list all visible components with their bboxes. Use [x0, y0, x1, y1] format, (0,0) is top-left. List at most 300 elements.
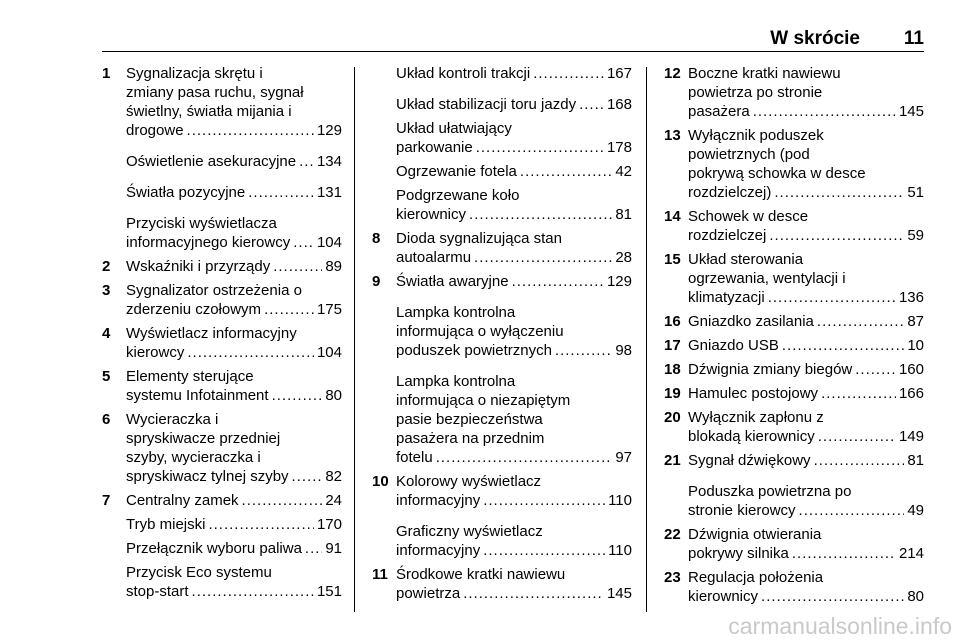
entry-last-line — [396, 138, 632, 157]
entry-number — [102, 563, 126, 601]
entry-text-line: ogrzewania, wentylacji i — [688, 270, 846, 287]
entry-label: blokadą kierownicy — [688, 428, 815, 445]
entry-last-line — [126, 183, 342, 202]
entry-label: Ogrzewanie fotela — [396, 163, 517, 180]
entry-page-ref: 59 — [907, 227, 924, 244]
entry-text-line: Wyświetlacz informacyjny — [126, 325, 297, 342]
index-entry — [102, 367, 342, 405]
entry-body — [396, 64, 632, 83]
index-entry — [372, 119, 632, 157]
entry-text-line: świetlny, światła mijania i — [126, 103, 292, 120]
index-entry — [664, 525, 924, 563]
index-entry — [102, 410, 342, 486]
entry-label: fotelu — [396, 449, 433, 466]
dot-leader — [293, 233, 314, 252]
entry-number: 3 — [102, 282, 111, 299]
entry-body — [126, 515, 342, 534]
entry-page-ref: 136 — [898, 289, 924, 306]
entry-text-line: Układ ułatwiający — [396, 120, 512, 137]
entry-number: 14 — [664, 208, 681, 225]
entry-text-line: pokrywą schowka w desce — [688, 165, 866, 182]
entry-last-line — [688, 336, 924, 355]
entry-text-line: powietrznych (pod — [688, 146, 810, 163]
dot-leader — [463, 584, 604, 603]
entry-page-ref: 178 — [606, 139, 632, 156]
entry-last-line — [688, 384, 924, 403]
entry-label: Tryb miejski — [126, 516, 206, 533]
entry-label: kierowcy — [126, 344, 185, 361]
entry-number: 1 — [102, 65, 111, 82]
dot-leader — [768, 288, 896, 307]
index-entry — [102, 152, 342, 171]
entry-body — [688, 384, 924, 403]
entry-page-ref: 91 — [325, 540, 342, 557]
entry-text-line: Wycieraczka i — [126, 411, 219, 428]
index-entry — [102, 563, 342, 601]
entry-label: Światła pozycyjne — [126, 184, 246, 201]
entry-label: Wskaźniki i przyrządy — [126, 258, 271, 275]
entry-text-line: Boczne kratki nawiewu — [688, 65, 841, 82]
entry-last-line — [688, 288, 924, 307]
entry-label: stop-start — [126, 583, 189, 600]
dot-leader — [855, 360, 896, 379]
entry-label: informacyjnego kierowcy — [126, 234, 291, 251]
entry-page-ref: 104 — [316, 234, 342, 251]
dot-leader — [792, 544, 896, 563]
entry-body — [396, 186, 632, 224]
entry-number: 12 — [664, 65, 681, 82]
entry-body — [396, 95, 632, 114]
entry-text-line: Podgrzewane koło — [396, 187, 520, 204]
entry-last-line — [688, 427, 924, 446]
index-entry — [664, 384, 924, 403]
entry-page-ref: 168 — [606, 96, 632, 113]
entry-last-line — [688, 451, 924, 470]
entry-number: 13 — [664, 127, 681, 144]
entry-body — [396, 162, 632, 181]
dot-leader — [817, 312, 904, 331]
index-entry — [664, 207, 924, 245]
index-entry — [102, 214, 342, 252]
entry-number: 17 — [664, 337, 681, 354]
entry-number: 10 — [372, 473, 389, 490]
entry-last-line — [126, 343, 342, 362]
entry-text-line: Układ sterowania — [688, 251, 804, 268]
entry-body — [688, 250, 924, 307]
entry-body — [688, 312, 924, 331]
entry-page-ref: 167 — [606, 65, 632, 82]
entry-label: Układ kontroli trakcji — [396, 65, 531, 82]
entry-body — [126, 324, 342, 362]
entry-page-ref: 149 — [898, 428, 924, 445]
entry-body — [126, 214, 342, 252]
entry-page-ref: 104 — [316, 344, 342, 361]
entry-text-line: informująca o niezapiętym — [396, 392, 571, 409]
entry-label: rozdzielczej) — [688, 184, 772, 201]
entry-text-line: Sygnalizacja skrętu i — [126, 65, 263, 82]
entry-number — [102, 214, 126, 252]
entry-body — [688, 64, 924, 121]
entry-number: 2 — [102, 258, 111, 275]
entry-page-ref: 175 — [316, 301, 342, 318]
dot-leader — [192, 582, 314, 601]
index-entry — [664, 126, 924, 202]
dot-leader — [187, 121, 314, 140]
entry-page-ref: 145 — [898, 103, 924, 120]
entry-label: kierownicy — [396, 206, 467, 223]
entry-body — [126, 539, 342, 558]
entry-text-line: Dioda sygnalizująca stan — [396, 230, 562, 247]
entry-last-line — [126, 121, 342, 140]
entry-label: rozdzielczej — [688, 227, 767, 244]
entry-number — [372, 119, 396, 157]
entry-last-line — [396, 64, 632, 83]
entry-body — [396, 229, 632, 267]
entry-text-line: Lampka kontrolna — [396, 304, 516, 321]
entry-label: Oświetlenie asekuracyjne — [126, 153, 297, 170]
entry-last-line — [688, 183, 924, 202]
entry-number — [372, 64, 396, 83]
entry-page-ref: 145 — [606, 585, 632, 602]
entry-number: 20 — [664, 409, 681, 426]
entry-number: 19 — [664, 385, 681, 402]
index-entry — [664, 336, 924, 355]
dot-leader — [799, 501, 905, 520]
entry-body — [126, 563, 342, 601]
entry-number — [372, 186, 396, 224]
entry-last-line — [688, 102, 924, 121]
dot-leader — [273, 257, 322, 276]
index-entry — [102, 64, 342, 140]
entry-body — [126, 367, 342, 405]
dot-leader — [187, 343, 314, 362]
entry-body — [396, 472, 632, 510]
entry-page-ref: 134 — [316, 153, 342, 170]
entry-body — [688, 482, 924, 520]
entry-last-line — [688, 312, 924, 331]
entry-text-line: Środkowe kratki nawiewu — [396, 566, 566, 583]
entry-page-ref: 81 — [907, 452, 924, 469]
index-column-2 — [372, 64, 632, 608]
entry-text-line: Regulacja położenia — [688, 569, 824, 586]
entry-text-line: powietrza po stronie — [688, 84, 823, 101]
index-column-1 — [102, 64, 342, 606]
entry-text-line: pasażera na przednim — [396, 430, 545, 447]
entry-number — [372, 162, 396, 181]
entry-page-ref: 110 — [608, 542, 632, 559]
entry-number: 11 — [372, 566, 388, 583]
entry-label: zderzeniu czołowym — [126, 301, 262, 318]
entry-page-ref: 87 — [907, 313, 924, 330]
entry-label: stronie kierowcy — [688, 502, 796, 519]
entry-body — [126, 281, 342, 319]
entry-page-ref: 81 — [615, 206, 632, 223]
entry-last-line — [688, 226, 924, 245]
index-entry — [664, 451, 924, 470]
entry-body — [126, 183, 342, 202]
entry-label: pokrywy silnika — [688, 545, 789, 562]
entry-last-line — [396, 95, 632, 114]
entry-last-line — [126, 152, 342, 171]
index-entry — [102, 257, 342, 276]
dot-leader — [469, 205, 612, 224]
dot-leader — [579, 95, 604, 114]
entry-number — [664, 482, 688, 520]
entry-page-ref: 151 — [316, 583, 342, 600]
entry-page-ref: 97 — [615, 449, 632, 466]
entry-last-line — [396, 491, 632, 510]
dot-leader — [814, 451, 905, 470]
dot-leader — [774, 183, 904, 202]
entry-text-line: Graficzny wyświetlacz — [396, 523, 543, 540]
entry-text-line: zmiany pasa ruchu, sygnał — [126, 84, 304, 101]
index-entry — [372, 472, 632, 510]
index-entry — [664, 568, 924, 606]
entry-text-line: Przyciski wyświetlacza — [126, 215, 277, 232]
entry-text-line: pasie bezpieczeństwa — [396, 411, 543, 428]
page-header — [102, 22, 924, 52]
entry-last-line — [396, 248, 632, 267]
entry-body — [126, 410, 342, 486]
entry-page-ref: 80 — [325, 387, 342, 404]
index-entry — [664, 312, 924, 331]
entry-number — [372, 303, 396, 360]
entry-body — [126, 491, 342, 510]
entry-body — [396, 522, 632, 560]
index-entry — [372, 272, 632, 291]
entry-text-line: Kolorowy wyświetlacz — [396, 473, 542, 490]
entry-number: 4 — [102, 325, 111, 342]
entry-page-ref: 42 — [615, 163, 632, 180]
entry-page-ref: 28 — [615, 249, 632, 266]
entry-label: informacyjny — [396, 492, 481, 509]
entry-last-line — [396, 584, 632, 603]
entry-label: Hamulec postojowy — [688, 385, 819, 402]
entry-page-ref: 131 — [316, 184, 342, 201]
dot-leader — [272, 386, 323, 405]
entry-text-line: Dźwignia otwierania — [688, 526, 822, 543]
entry-text-line: Lampka kontrolna — [396, 373, 516, 390]
entry-label: parkowanie — [396, 139, 473, 156]
index-entry — [664, 64, 924, 121]
entry-body — [126, 257, 342, 276]
dot-leader — [208, 515, 314, 534]
entry-last-line — [396, 341, 632, 360]
index-entry — [372, 522, 632, 560]
entry-label: Centralny zamek — [126, 492, 239, 509]
entry-text-line: Poduszka powietrzna po — [688, 483, 852, 500]
entry-body — [688, 451, 924, 470]
entry-number: 23 — [664, 569, 681, 586]
dot-leader — [769, 226, 904, 245]
entry-body — [126, 152, 342, 171]
entry-last-line — [126, 582, 342, 601]
entry-page-ref: 129 — [606, 273, 632, 290]
entry-last-line — [126, 467, 342, 486]
index-entry — [102, 515, 342, 534]
entry-label: klimatyzacji — [688, 289, 765, 306]
entry-number — [102, 539, 126, 558]
index-entry — [372, 95, 632, 114]
entry-number: 7 — [102, 492, 111, 509]
dot-leader — [248, 183, 314, 202]
entry-page-ref: 24 — [325, 492, 342, 509]
entry-page-ref: 82 — [325, 468, 342, 485]
watermark: carmanualsonline.info — [728, 613, 952, 639]
index-entry — [664, 482, 924, 520]
index-entry — [664, 408, 924, 446]
entry-number — [372, 372, 396, 467]
entry-label: poduszek powietrznych — [396, 342, 552, 359]
entry-text-line: Schowek w desce — [688, 208, 809, 225]
index-entry — [102, 183, 342, 202]
dot-leader — [761, 587, 904, 606]
entry-label: systemu Infotainment — [126, 387, 269, 404]
dot-leader — [818, 427, 896, 446]
entry-page-ref: 129 — [316, 122, 342, 139]
index-entry — [372, 229, 632, 267]
entry-number: 18 — [664, 361, 681, 378]
entry-body — [688, 568, 924, 606]
entry-label: Przełącznik wyboru paliwa — [126, 540, 302, 557]
index-entry — [372, 64, 632, 83]
entry-last-line — [126, 386, 342, 405]
entry-number: 8 — [372, 230, 381, 247]
entry-number — [102, 515, 126, 534]
entry-page-ref: 166 — [898, 385, 924, 402]
entry-label: drogowe — [126, 122, 184, 139]
entry-last-line — [688, 501, 924, 520]
entry-page-ref: 110 — [608, 492, 632, 509]
dot-leader — [753, 102, 896, 121]
entry-number: 22 — [664, 526, 681, 543]
entry-body — [688, 360, 924, 379]
index-entry — [102, 539, 342, 558]
index-entry — [372, 565, 632, 603]
index-entry — [372, 186, 632, 224]
entry-last-line — [396, 205, 632, 224]
entry-label: Gniazdo USB — [688, 337, 779, 354]
entry-number — [372, 522, 396, 560]
entry-last-line — [126, 491, 342, 510]
entry-text-line: Wyłącznik poduszek — [688, 127, 824, 144]
column-divider — [354, 67, 355, 612]
entry-body — [688, 336, 924, 355]
entry-body — [396, 372, 632, 467]
dot-leader — [436, 448, 613, 467]
entry-label: Sygnał dźwiękowy — [688, 452, 811, 469]
dot-leader — [474, 248, 612, 267]
index-entry — [664, 360, 924, 379]
dot-leader — [512, 272, 604, 291]
dot-leader — [483, 491, 605, 510]
entry-text-line: informująca o wyłączeniu — [396, 323, 564, 340]
index-entry — [372, 162, 632, 181]
entry-number: 16 — [664, 313, 681, 330]
entry-last-line — [396, 162, 632, 181]
index-entry — [102, 324, 342, 362]
entry-page-ref: 170 — [316, 516, 342, 533]
page-title: W skrócie — [770, 28, 860, 49]
entry-page-ref: 10 — [907, 337, 924, 354]
dot-leader — [242, 491, 323, 510]
entry-label: Światła awaryjne — [396, 273, 509, 290]
entry-label: spryskiwacz tylnej szyby — [126, 468, 289, 485]
entry-body — [688, 207, 924, 245]
entry-last-line — [126, 539, 342, 558]
entry-label: Dźwignia zmiany biegów — [688, 361, 853, 378]
entry-label: pasażera — [688, 103, 750, 120]
index-entry — [664, 250, 924, 307]
index-entry — [372, 303, 632, 360]
dot-leader — [782, 336, 904, 355]
entry-page-ref: 98 — [615, 342, 632, 359]
entry-last-line — [396, 541, 632, 560]
column-divider — [646, 67, 647, 612]
entry-page-ref: 214 — [898, 545, 924, 562]
entry-label: kierownicy — [688, 588, 759, 605]
dot-leader — [533, 64, 604, 83]
entry-number — [372, 95, 396, 114]
entry-page-ref: 49 — [907, 502, 924, 519]
entry-number: 21 — [664, 452, 681, 469]
entry-text-line: spryskiwacze przedniej — [126, 430, 281, 447]
dot-leader — [305, 539, 322, 558]
index-column-3 — [664, 64, 924, 611]
entry-label: autoalarmu — [396, 249, 472, 266]
entry-text-line: Elementy sterujące — [126, 368, 254, 385]
entry-number — [102, 152, 126, 171]
entry-last-line — [396, 272, 632, 291]
entry-text-line: szyby, wycieraczka i — [126, 449, 261, 466]
dot-leader — [555, 341, 612, 360]
entry-body — [126, 64, 342, 140]
entry-text-line: Przycisk Eco systemu — [126, 564, 272, 581]
entry-body — [688, 525, 924, 563]
entry-number — [102, 183, 126, 202]
entry-last-line — [126, 257, 342, 276]
entry-body — [396, 565, 632, 603]
dot-leader — [292, 467, 323, 486]
entry-last-line — [126, 233, 342, 252]
entry-text-line: Sygnalizator ostrzeżenia o — [126, 282, 302, 299]
entry-number: 5 — [102, 368, 111, 385]
entry-label: informacyjny — [396, 542, 481, 559]
dot-leader — [299, 152, 314, 171]
entry-page-ref: 80 — [907, 588, 924, 605]
entry-body — [396, 119, 632, 157]
entry-last-line — [688, 544, 924, 563]
entry-label: powietrza — [396, 585, 461, 602]
dot-leader — [821, 384, 896, 403]
entry-last-line — [688, 360, 924, 379]
entry-body — [688, 126, 924, 202]
entry-last-line — [396, 448, 632, 467]
index-entry — [102, 281, 342, 319]
entry-number: 9 — [372, 273, 381, 290]
entry-label: Układ stabilizacji toru jazdy — [396, 96, 577, 113]
entry-number: 6 — [102, 411, 111, 428]
entry-body — [396, 303, 632, 360]
index-entry — [102, 491, 342, 510]
entry-last-line — [688, 587, 924, 606]
entry-page-ref: 51 — [907, 184, 924, 201]
entry-number: 15 — [664, 251, 681, 268]
dot-leader — [483, 541, 605, 560]
entry-body — [688, 408, 924, 446]
entry-body — [396, 272, 632, 291]
index-entry — [372, 372, 632, 467]
